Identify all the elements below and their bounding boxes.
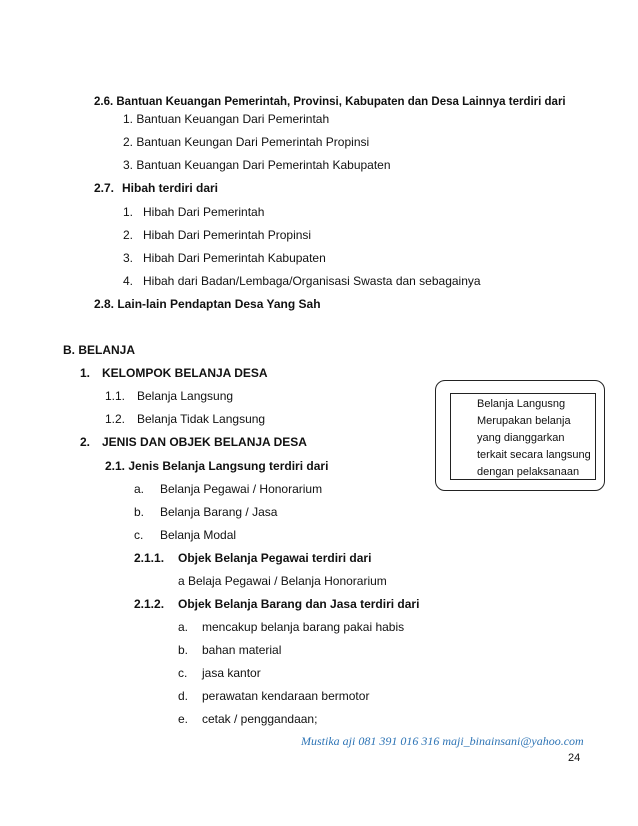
subsection-2-1-1-number: 2.1.1.: [134, 551, 165, 565]
list-item: Hibah Dari Pemerintah: [143, 205, 265, 219]
list-item-number: 1.1.: [105, 389, 126, 403]
list-item-number: b.: [178, 643, 189, 657]
list-item: Belanja Tidak Langsung: [137, 412, 266, 426]
list-item-number: c.: [134, 528, 144, 542]
section-b-heading: B. BELANJA: [63, 343, 136, 357]
note-box: [450, 393, 596, 480]
group-1-number: 1.: [80, 366, 91, 380]
list-item-number: 1.: [123, 205, 134, 219]
subsection-2-1-2-title: Objek Belanja Barang dan Jasa terdiri dari: [178, 597, 420, 611]
list-item: Hibah Dari Pemerintah Kabupaten: [143, 251, 326, 265]
note-line: yang dianggarkan: [477, 432, 565, 444]
list-item-number: d.: [178, 689, 189, 703]
list-item: 2. Bantuan Keungan Dari Pemerintah Propinsi: [123, 135, 370, 149]
list-item: Belanja Pegawai / Honorarium: [160, 482, 323, 496]
list-item: Belanja Langsung: [137, 389, 234, 403]
subsection-2-1-1-title: Objek Belanja Pegawai terdiri dari: [178, 551, 372, 565]
list-item: Hibah Dari Pemerintah Propinsi: [143, 228, 312, 242]
subsection-2-1-heading: 2.1. Jenis Belanja Langsung terdiri dari: [105, 459, 329, 473]
group-2-number: 2.: [80, 435, 91, 449]
note-line: Merupakan belanja: [477, 415, 571, 427]
section-2-7-number: 2.7.: [94, 181, 115, 195]
list-item-number: 4.: [123, 274, 134, 288]
list-item-number: 1.2.: [105, 412, 126, 426]
list-item-number: a.: [178, 620, 189, 634]
footer-contact: Mustika aji 081 391 016 316 maji_binainsani@yahoo.com: [301, 734, 584, 748]
list-item-number: 2.: [123, 228, 134, 242]
subsection-2-1-2-number: 2.1.2.: [134, 597, 165, 611]
note-line: dengan pelaksanaan: [477, 466, 580, 478]
list-item-number: a.: [134, 482, 145, 496]
list-item: mencakup belanja barang pakai habis: [202, 620, 405, 634]
note-line: Belanja Langusng: [477, 398, 566, 410]
list-item-number: b.: [134, 505, 145, 519]
list-item: Belanja Barang / Jasa: [160, 505, 278, 519]
section-2-7-title: Hibah terdiri dari: [122, 181, 219, 195]
list-item: Belanja Modal: [160, 528, 237, 542]
list-item: a Belaja Pegawai / Belanja Honorarium: [178, 574, 387, 588]
list-item-number: c.: [178, 666, 188, 680]
note-line: terkait secara langsung: [477, 449, 591, 461]
list-item: cetak / penggandaan;: [202, 712, 318, 726]
section-2-8-heading: 2.8. Lain-lain Pendaptan Desa Yang Sah: [94, 297, 321, 311]
group-1-title: KELOMPOK BELANJA DESA: [102, 366, 268, 380]
group-2-title: JENIS DAN OBJEK BELANJA DESA: [102, 435, 307, 449]
list-item: perawatan kendaraan bermotor: [202, 689, 370, 703]
section-2-6-heading: 2.6. Bantuan Keuangan Pemerintah, Provinsi, Kabupaten dan Desa Lainnya terdiri dari: [94, 96, 566, 108]
list-item: Hibah dari Badan/Lembaga/Organisasi Swasta dan sebagainya: [143, 274, 481, 288]
page-number: 24: [568, 752, 581, 764]
list-item: 3. Bantuan Keuangan Dari Pemerintah Kabupaten: [123, 158, 391, 172]
list-item: 1. Bantuan Keuangan Dari Pemerintah: [123, 112, 330, 126]
list-item-number: e.: [178, 712, 189, 726]
list-item: bahan material: [202, 643, 282, 657]
list-item-number: 3.: [123, 251, 134, 265]
list-item: jasa kantor: [202, 666, 261, 680]
